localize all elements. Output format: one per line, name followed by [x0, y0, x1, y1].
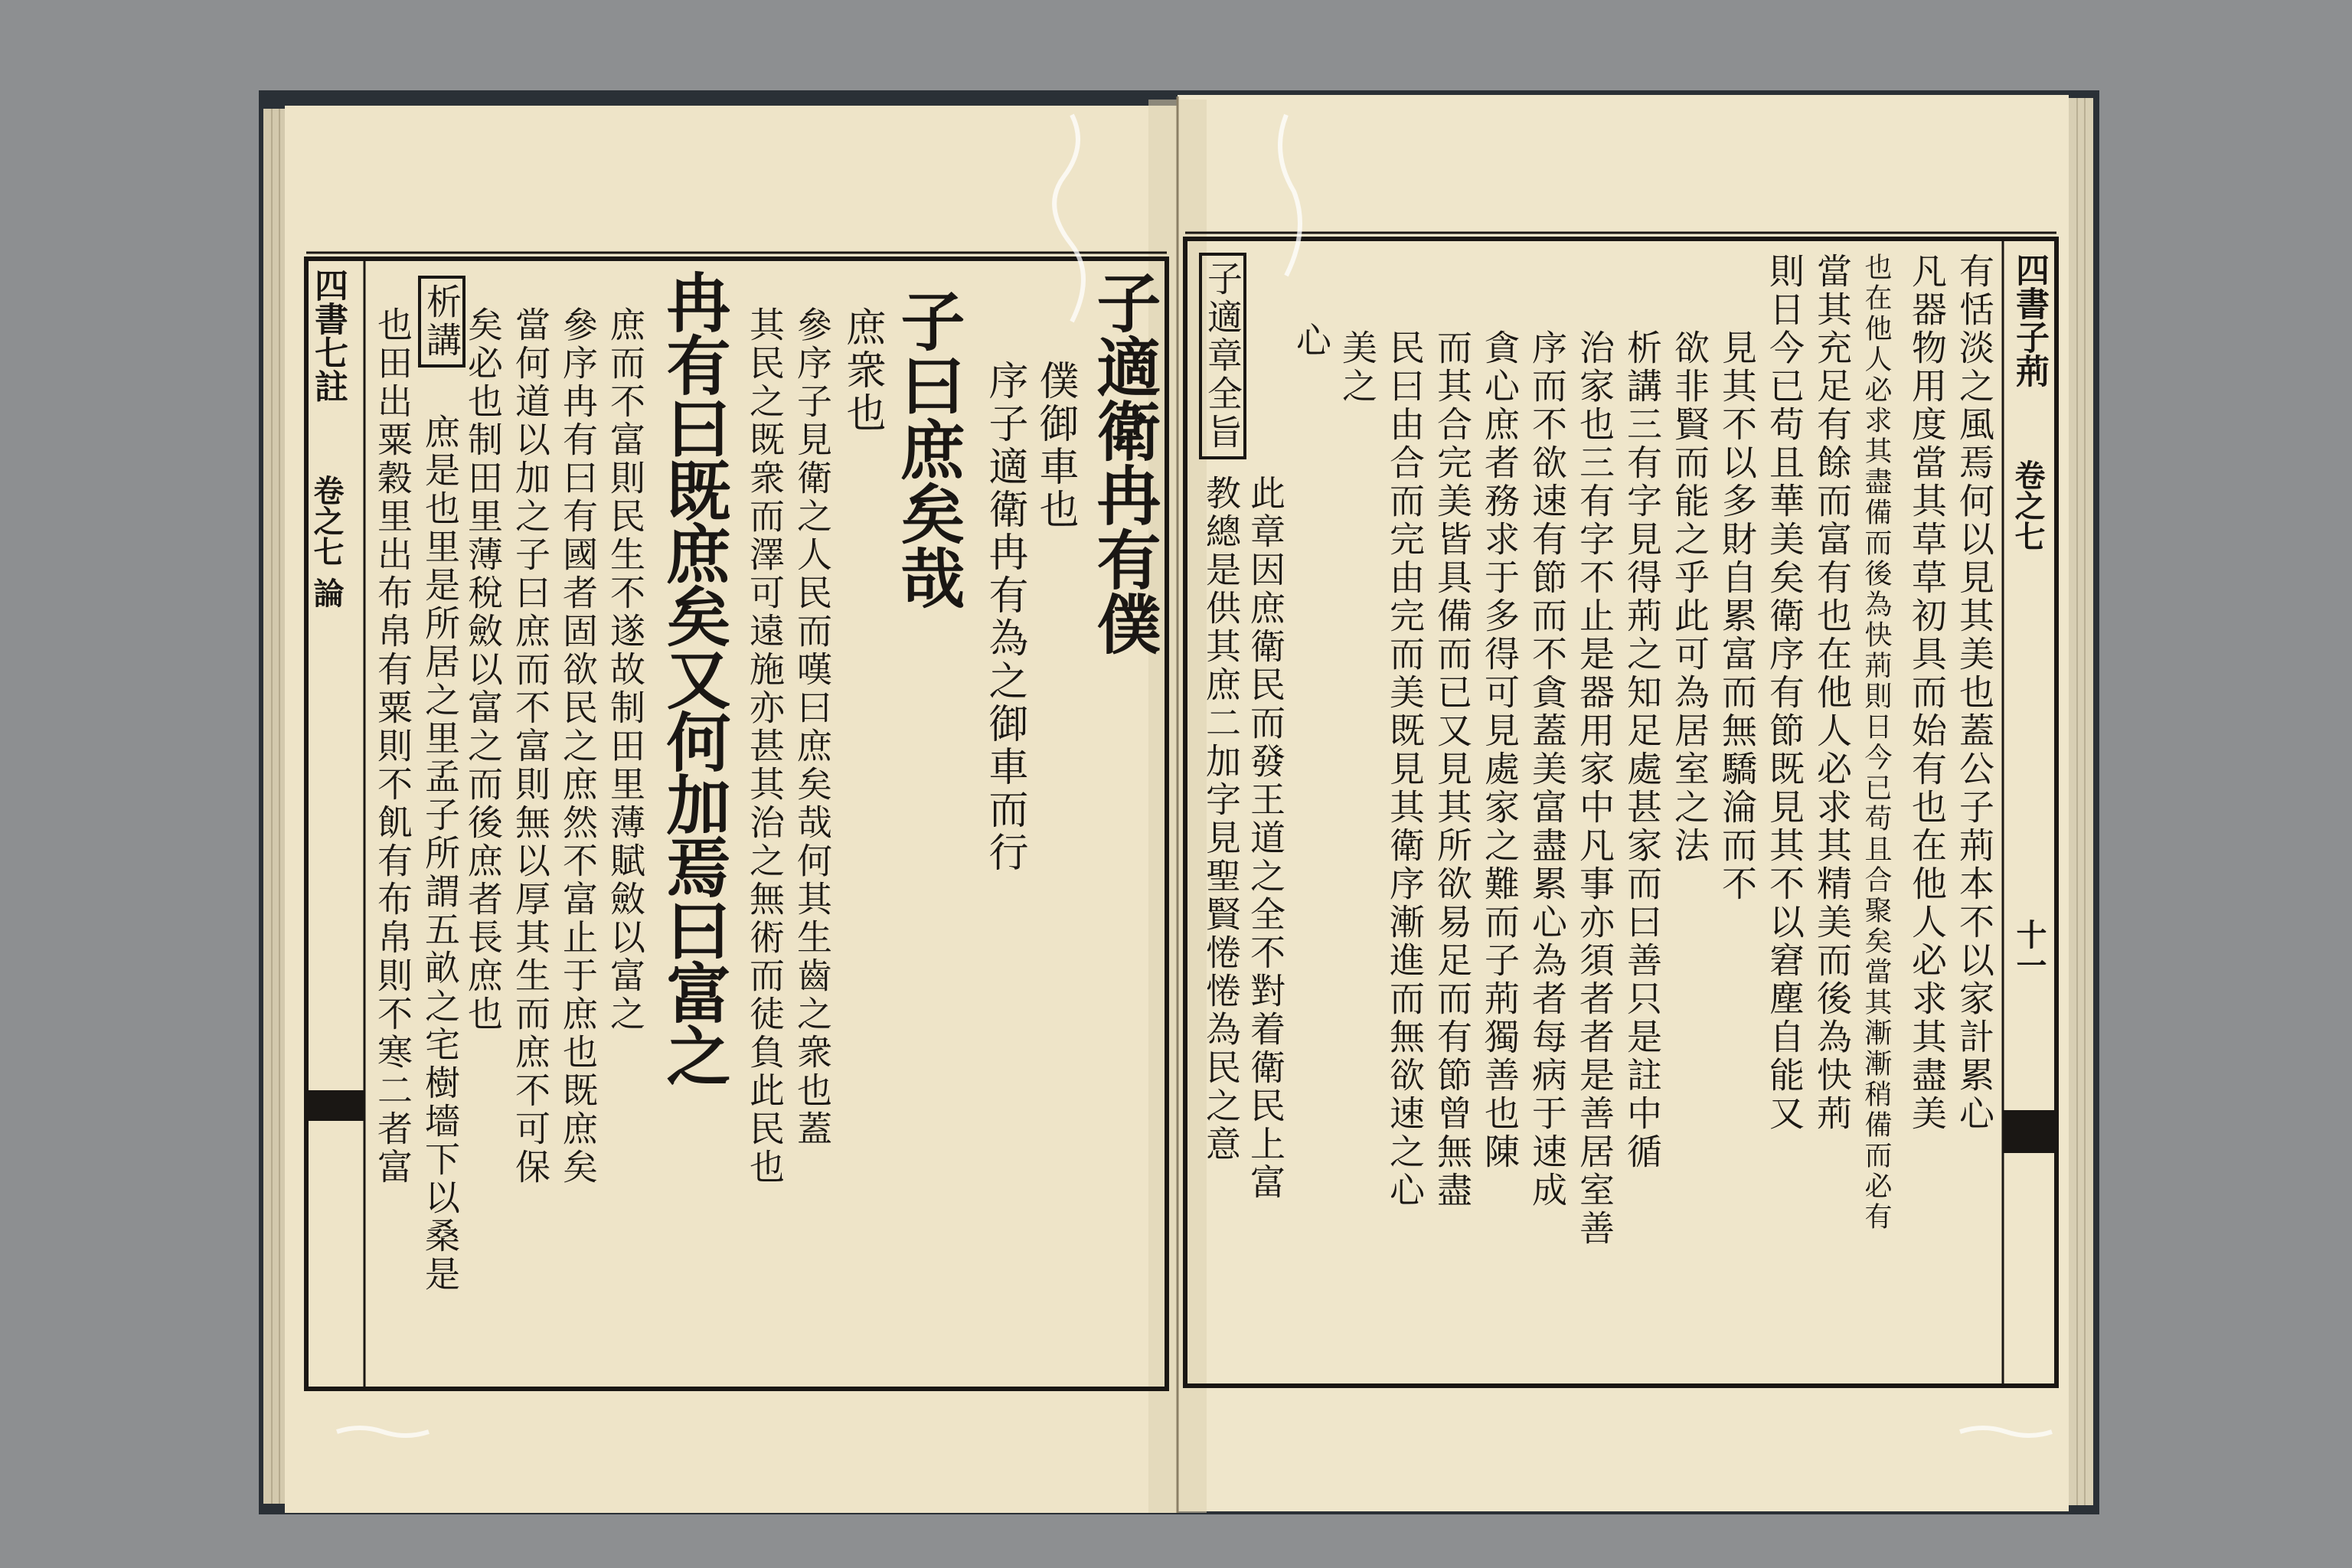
left-col-14: 庶是也里是所居之里孟子所謂五畝之宅樹墻下以桑是 [420, 413, 461, 1294]
right-col-17: 凡器物用度當其草草初具而始有也在他人必求其盡美 [1906, 253, 1948, 1133]
right-col-7: 而其合完美皆具備而已又見其所欲易足而有節曾無盡 [1432, 329, 1473, 1210]
right-col-8: 貪心庶者務求于多得可見處家之難而子荊獨善也陳 [1479, 329, 1521, 1171]
right-col-13: 見其不以多財自累富而無驕淪而不 [1717, 329, 1758, 903]
right-col-15: 當其充足有餘而富有也在他人必求其精美而後為快荊 [1811, 253, 1853, 1133]
right-col-11: 析講三有字見得荊之知足處甚家而曰善只是註中循 [1622, 329, 1663, 1171]
right-margin-label-volume: 卷之七 [2010, 459, 2046, 551]
right-block-mark [2003, 1110, 2056, 1153]
right-col-2: 此章因庶衛民而發王道之全不對着衛民上富 [1245, 475, 1286, 1202]
left-margin-label-volume: 卷之七 論 [309, 475, 345, 608]
right-col-14: 則日今已苟且華美矣衛序有節既見其不以窘塵自能又 [1764, 253, 1805, 1133]
left-col-1: 子適衛冉有僕 [1086, 270, 1162, 655]
left-margin-label: 四書七註 [309, 268, 348, 403]
right-col-19: 有恬淡之風焉何以見其美也蓋公子荊本不以家計累心 [1954, 253, 1995, 1133]
right-col-5: 美之 [1337, 329, 1378, 406]
right-col-10: 治家也三有字不止是器用家中凡事亦須者者是善居室善 [1574, 329, 1615, 1248]
left-col-9: 庶而不富則民生不遂故制田里薄賦斂以富之 [605, 306, 646, 1034]
left-col-13-boxed: 析講 [418, 276, 466, 368]
left-col-12: 矣必也制田里薄稅斂以富之而後庶者長庶也 [462, 306, 504, 1034]
right-col-1-boxed: 子適章全旨 [1199, 253, 1246, 459]
left-col-7: 其民之既衆而澤可遠施亦甚其治之無術而徒負此民也 [744, 306, 786, 1187]
left-col-2: 僕御車也 [1032, 360, 1078, 531]
left-col-3: 序子適衛冉有為之御車而行 [982, 360, 1027, 874]
right-margin-label: 四書子荊 [2010, 253, 2049, 387]
right-col-9: 序而不欲速有節而不貪蓋美富盡累心為者每病于速成 [1527, 329, 1568, 1210]
left-block-mark [306, 1090, 364, 1121]
left-col-10: 參序冉有曰有國者固欲民之庶然不富止于庶也既庶矣 [557, 306, 599, 1187]
right-col-4: 心 [1291, 322, 1332, 360]
left-col-15: 也田出粟穀里出布帛有粟則不飢有布帛則不寒二者富 [372, 306, 413, 1187]
left-col-5: 庶衆也 [839, 306, 885, 435]
left-col-11: 當何道以加之子曰庶而不富則無以厚其生而庶不可保 [510, 306, 551, 1187]
left-col-6: 參序子見衛之人民而嘆曰庶矣哉何其生齒之衆也蓋 [792, 306, 833, 1148]
left-col-4: 子曰庶矣哉 [890, 288, 966, 609]
right-folio-number: 十一 [2011, 919, 2047, 980]
right-col-18 [1909, 1118, 1910, 1171]
page-stack-right [2067, 98, 2093, 1505]
page-stack-left [263, 109, 286, 1504]
right-col-6: 民曰由合而完由完而美既見其衛序漸進而無欲速之心 [1384, 329, 1426, 1210]
right-col-3: 教總是供其庶二加字見聖賢惓惓為民之意 [1200, 475, 1242, 1164]
left-col-8: 冉有曰既庶矣又何加焉曰富之 [656, 270, 732, 1086]
right-col-16: 也在他人必求其盡備而後為快荊則日今已苟且合聚矣當其漸漸稍備而必有 [1860, 253, 1892, 1233]
right-col-12: 欲非賢而能之乎此可為居室之法 [1669, 329, 1710, 865]
